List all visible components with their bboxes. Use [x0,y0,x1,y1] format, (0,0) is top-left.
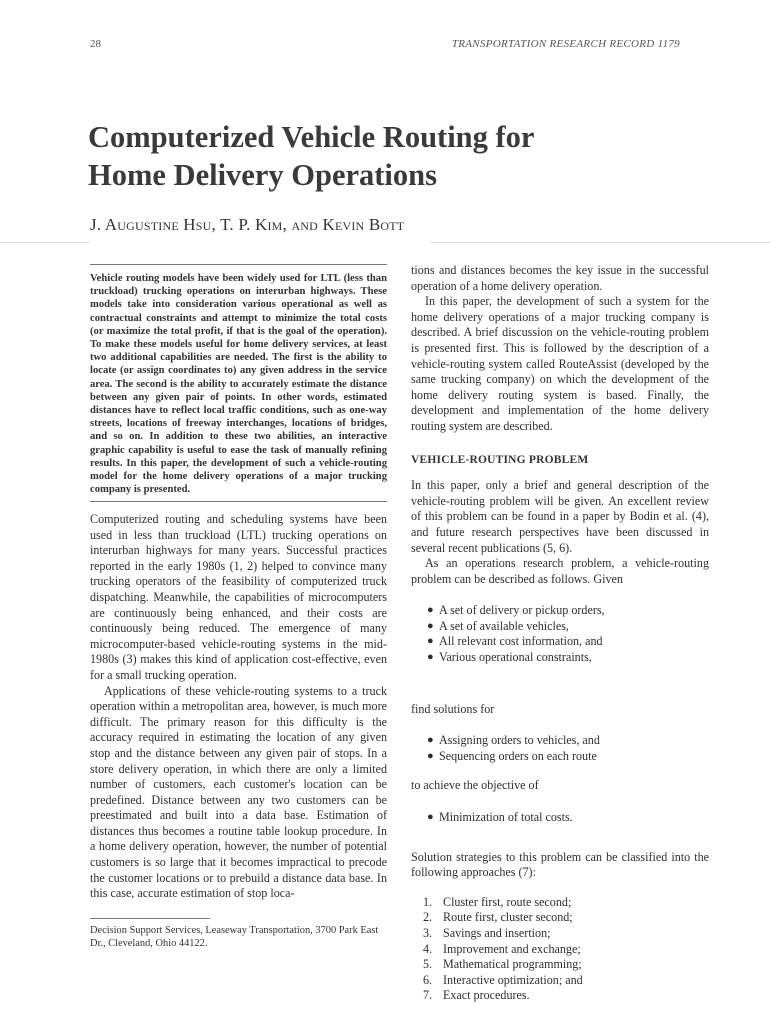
authors-rule-right [430,242,770,243]
find-text: find solutions for [411,701,495,716]
problem-paragraph-2: As an operations research problem, a vehicle-routing problem can be described as follows. Given [411,556,709,586]
paper-title [88,118,688,194]
right-column [411,263,709,1004]
bullet-icon: ● [427,619,434,632]
bullet-icon: ● [427,811,434,824]
list-item: 4. Improvement and exchange; [423,941,581,956]
problem-paragraph-1: In this paper, only a brief and general description of the vehicle-routing problem will be given. An excellent review of this problem can be found in a paper by Bodin et al. (4), and future research perspectives have been discussed in several recent publications (5, 6). [411,478,709,555]
author-affiliation-footnote: Decision Support Services, Leaseway Transportation, 3700 Park East Dr., Cleveland, Ohio 44122. [90,925,379,949]
list-item: ● Sequencing orders on each route [427,748,597,763]
left-column [90,512,387,902]
given-list [411,603,709,665]
running-head: TRANSPORTATION RESEARCH RECORD 1179 [451,38,680,50]
strategies-text: Solution strategies to this problem can be classified into the following approaches (7): [411,849,709,880]
bullet-icon: ● [427,635,434,648]
bullet-icon: ● [427,604,434,617]
page-number: 28 [90,38,101,50]
intro-paragraph-3: tions and distances becomes the key issue in the successful operation of a home delivery operation. [411,263,709,293]
title-line-1: Computerized Vehicle Routing for [88,120,535,154]
section-heading: VEHICLE-ROUTING PROBLEM [411,453,589,466]
list-item: ● Various operational constraints, [427,650,592,665]
approaches-list [411,895,709,1004]
list-item: 6. Interactive optimization; and [423,972,583,987]
intro-paragraph-4: In this paper, the development of such a system for the home delivery operations of a major trucking company is described. A brief discussion on the vehicle-routing problem is presented first. This is followed by the description of a vehicle-routing system called RouteAssist (developed by the same trucking company) on which the development of the home delivery routing system is based. Finally, the development and implementation of the home delivery routing system are described. [411,294,709,433]
list-item: ● A set of available vehicles, [427,618,569,633]
bullet-icon: ● [427,651,434,664]
objective-list [411,810,709,826]
bullet-icon: ● [427,749,434,762]
list-item: 7. Exact procedures. [423,988,530,1003]
find-list [411,733,709,764]
list-item: 3. Savings and insertion; [423,926,551,940]
footnote-rule [90,918,210,919]
list-item: ● Minimization of total costs. [427,810,573,825]
authors: J. Augustine Hsu, T. P. Kim, and Kevin Bott [90,215,405,234]
intro-paragraph-2: Applications of these vehicle-routing systems to a truck operation within a metropolitan area, however, is much more difficult. The primary reason for this difficulty is the accuracy required in estimating the location of any given stop and the distance between any given pair of stops. In a store delivery operation, in which there are only a limited number of customers, each customer's location can be predefined. Distance between any two customers can be preestimated and built into a data base. Estimation of distances thus becomes a routine table lookup procedure. In a home delivery operation, however, the number of potential customers is so large that it becomes impractical to precode the customer locations or to prebuild a distance data base. In this case, accurate estimation of stop loca- [90,683,387,901]
title-line-2: Home Delivery Operations [88,158,437,192]
bullet-icon: ● [427,734,434,747]
objective-text: to achieve the objective of [411,778,539,793]
list-item: ● A set of delivery or pickup orders, [427,603,605,618]
abstract: Vehicle routing models have been widely used for LTL (less than truckload) trucking operations on interurban highways. These models take into consideration various operational as well as contractual constraints and attempt to minimize the total costs (or maximize the total profit, if that is the goal of the operation). To make these models useful for home delivery services, at least two additional capabilities are needed. The first is the ability to locate (or assign coordinates to) any given address in the service area. The second is the ability to accurately estimate the distance between any given pair of points. In other words, estimated distances have to reflect local traffic conditions, such as one-way streets, locations of freeway interchanges, locations of bridges, and so on. In addition to these two abilities, an interactive graphic capability is useful to ease the task of manually refining results. In this paper, the development of such a vehicle-routing model for the home delivery operations of a major trucking company is presented. [90,264,387,502]
list-item: 5. Mathematical programming; [423,957,582,972]
list-item: 1. Cluster first, route second; [423,894,572,909]
intro-paragraph-1: Computerized routing and scheduling systems have been used in less than truckload (LTL) trucking operations on interurban highways for many years. Successful practices reported in the early 1980s (1, 2) helped to convince many trucking operators of the feasibility of computerized truck dispatching. Meanwhile, the capabilities of microcomputers are continuously being enhanced, and their costs are continuously being reduced. The emergence of many microcomputer-based vehicle-routing systems in the mid-1980s (3) makes this kind of application cost-effective, even for a small trucking operation. [90,512,387,682]
list-item: ● Assigning orders to vehicles, and [427,733,600,748]
list-item: ● All relevant cost information, and [427,634,603,649]
authors-rule-left [0,242,90,243]
list-item: 2. Route first, cluster second; [423,910,573,925]
